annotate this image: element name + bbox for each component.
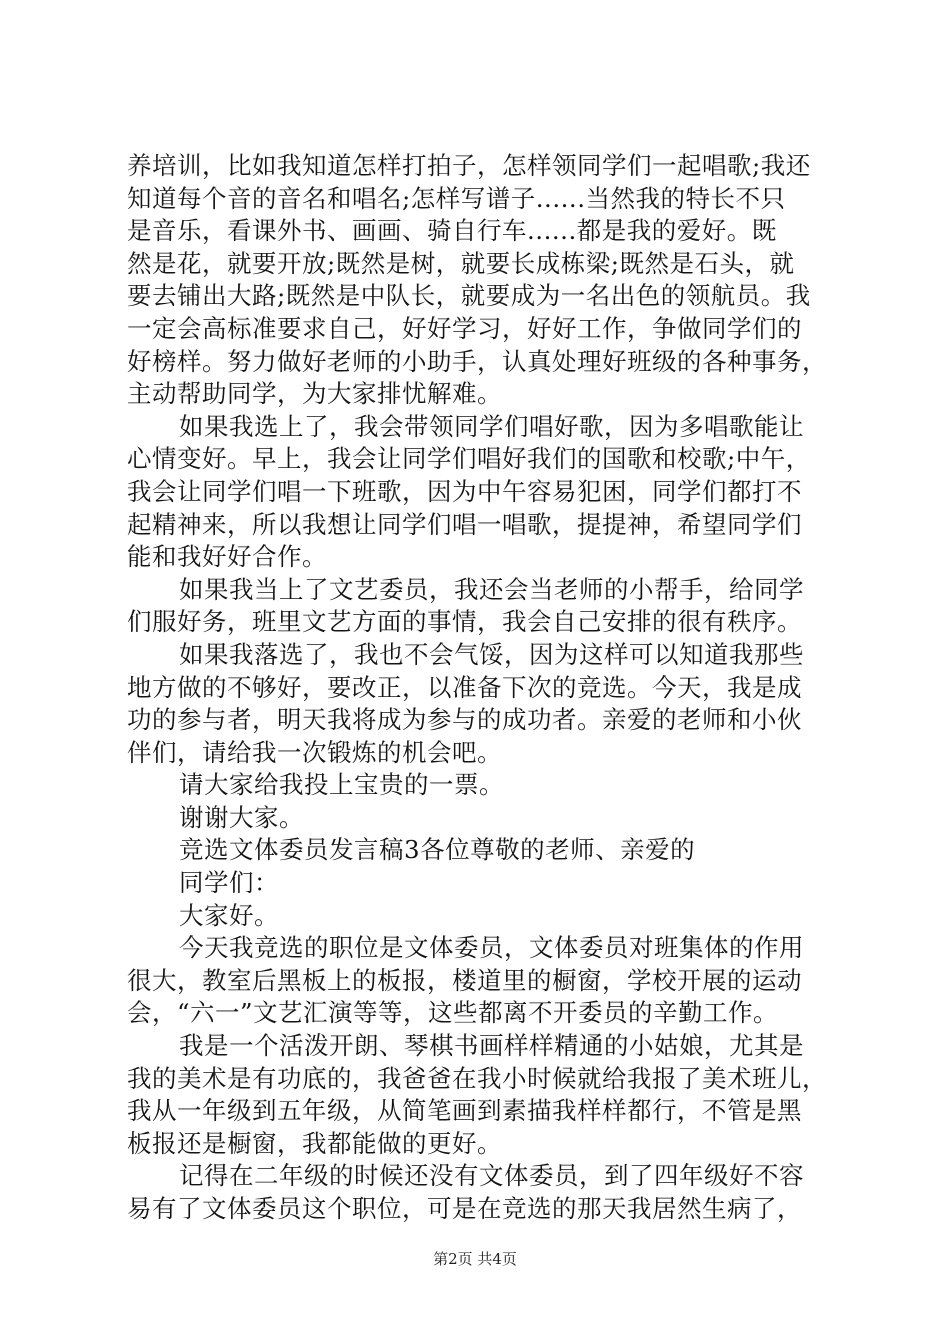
text-line: 记得在二年级的时候还没有文体委员，到了四年级好不容	[179, 1161, 804, 1191]
text-line: 我会让同学们唱一下班歌，因为中午容易犯困，同学们都打不	[127, 476, 802, 506]
text-line: 一定会高标准要求自己，好好学习，好好工作，争做同学们的	[127, 313, 802, 343]
page-footer: 第2页 共4页	[433, 1250, 517, 1268]
text-line: 如果我落选了，我也不会气馁，因为这样可以知道我那些	[179, 639, 804, 669]
text-line: 大家好。	[179, 900, 279, 930]
text-line: 起精神来，所以我想让同学们唱一唱歌，提提神，希望同学们	[127, 509, 802, 539]
text-line: 板报还是橱窗，我都能做的更好。	[127, 1128, 502, 1158]
text-line: 能和我好好合作。	[127, 542, 327, 572]
text-line: 今天我竞选的职位是文体委员，文体委员对班集体的作用	[179, 933, 804, 963]
text-line: 如果我当上了文艺委员，我还会当老师的小帮手，给同学	[179, 574, 804, 604]
text-line: 是音乐，看课外书、画画、骑自行车......都是我的爱好。既	[127, 216, 777, 246]
text-line: 主动帮助同学，为大家排忧解难。	[127, 379, 502, 409]
text-line: 我的美术是有功底的，我爸爸在我小时候就给我报了美术班儿，	[127, 1063, 827, 1093]
text-line: 养培训，比如我知道怎样打拍子，怎样领同学们一起唱歌;我还	[127, 151, 811, 180]
text-line: 好榜样。努力做好老师的小助手，认真处理好班级的各种事务，	[127, 346, 827, 376]
text-line: 我是一个活泼开朗、琴棋书画样样精通的小姑娘，尤其是	[179, 1031, 804, 1061]
text-line: 心情变好。早上，我会让同学们唱好我们的国歌和校歌;中午，	[127, 444, 811, 474]
text-line: 很大，教室后黑板上的板报，楼道里的橱窗，学校开展的运动	[127, 965, 802, 995]
text-line: 谢谢大家。	[179, 802, 304, 832]
text-line: 请大家给我投上宝贵的一票。	[179, 770, 504, 800]
text-line: 如果我选上了，我会带领同学们唱好歌，因为多唱歌能让	[179, 411, 804, 441]
text-line: 知道每个音的音名和唱名;怎样写谱子......当然我的特长不只	[127, 183, 786, 213]
text-line: 伴们，请给我一次锻炼的机会吧。	[127, 737, 502, 767]
text-line: 同学们：	[179, 868, 279, 898]
text-line: 然是花，就要开放;既然是树，就要长成栋梁;既然是石头，就	[127, 248, 795, 278]
text-line: 地方做的不够好，要改正，以准备下次的竞选。今天，我是成	[127, 672, 802, 702]
text-line: 会，“六一”文艺汇演等等，这些都离不开委员的辛勤工作。	[127, 998, 779, 1028]
text-line: 我从一年级到五年级，从简笔画到素描我样样都行，不管是黑	[127, 1096, 802, 1126]
text-line: 竞选文体委员发言稿3各位尊敬的老师、亲爱的	[179, 835, 696, 865]
text-line: 功的参与者，明天我将成为参与的成功者。亲爱的老师和小伙	[127, 705, 802, 735]
text-line: 们服好务，班里文艺方面的事情，我会自己安排的很有秩序。	[127, 607, 802, 637]
document-body	[127, 150, 827, 1226]
text-line: 易有了文体委员这个职位，可是在竞选的那天我居然生病了，	[127, 1194, 802, 1223]
text-line: 要去铺出大路;既然是中队长，就要成为一名出色的领航员。我	[127, 281, 811, 311]
